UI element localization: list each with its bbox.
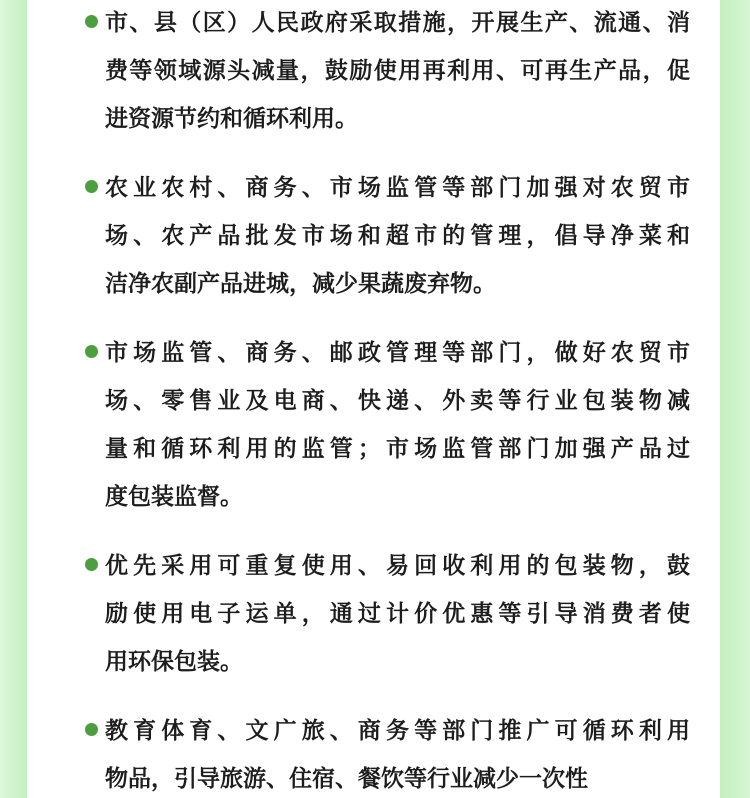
paragraph-line: 进资源节约和循环利用。 xyxy=(105,105,358,131)
paragraph-line: 量和循环利用的监管；市场监管部门加强产品过 xyxy=(105,435,690,461)
bullet-icon xyxy=(85,558,98,571)
bullet-paragraph xyxy=(105,328,690,520)
paragraph-line: 市场监管、商务、邮政管理等部门，做好农贸市 xyxy=(105,339,690,365)
bullet-paragraph xyxy=(105,0,690,142)
bullet-icon xyxy=(85,15,98,28)
paragraph-line: 场、零售业及电商、快递、外卖等行业包装物减 xyxy=(105,387,690,413)
paragraph-line: 教育体育、文广旅、商务等部门推广可循环利用 xyxy=(105,717,690,743)
bullet-paragraph xyxy=(105,541,690,685)
paragraph-line: 优先采用可重复使用、易回收利用的包装物，鼓 xyxy=(105,552,690,578)
paragraph-line: 物品，引导旅游、住宿、餐饮等行业减少一次性 xyxy=(105,765,588,791)
paragraph-line: 度包装监督。 xyxy=(105,483,243,509)
bullet-list xyxy=(105,0,690,798)
bullet-paragraph xyxy=(105,706,690,798)
article-card xyxy=(27,0,720,798)
paragraph-line: 励使用电子运单，通过计价优惠等引导消费者使 xyxy=(105,600,690,626)
bullet-icon xyxy=(85,723,98,736)
bullet-icon xyxy=(85,180,98,193)
bullet-paragraph xyxy=(105,163,690,307)
paragraph-line: 费等领域源头减量，鼓励使用再利用、可再生产品，促 xyxy=(105,57,690,83)
bullet-icon xyxy=(85,345,98,358)
paragraph-line: 农业农村、商务、市场监管等部门加强对农贸市 xyxy=(105,174,690,200)
paragraph-line: 市、县（区）人民政府采取措施，开展生产、流通、消 xyxy=(105,9,690,35)
paragraph-line: 洁净农副产品进城，减少果蔬废弃物。 xyxy=(105,270,496,296)
paragraph-line: 用环保包装。 xyxy=(105,648,243,674)
paragraph-line: 场、农产品批发市场和超市的管理，倡导净菜和 xyxy=(105,222,690,248)
